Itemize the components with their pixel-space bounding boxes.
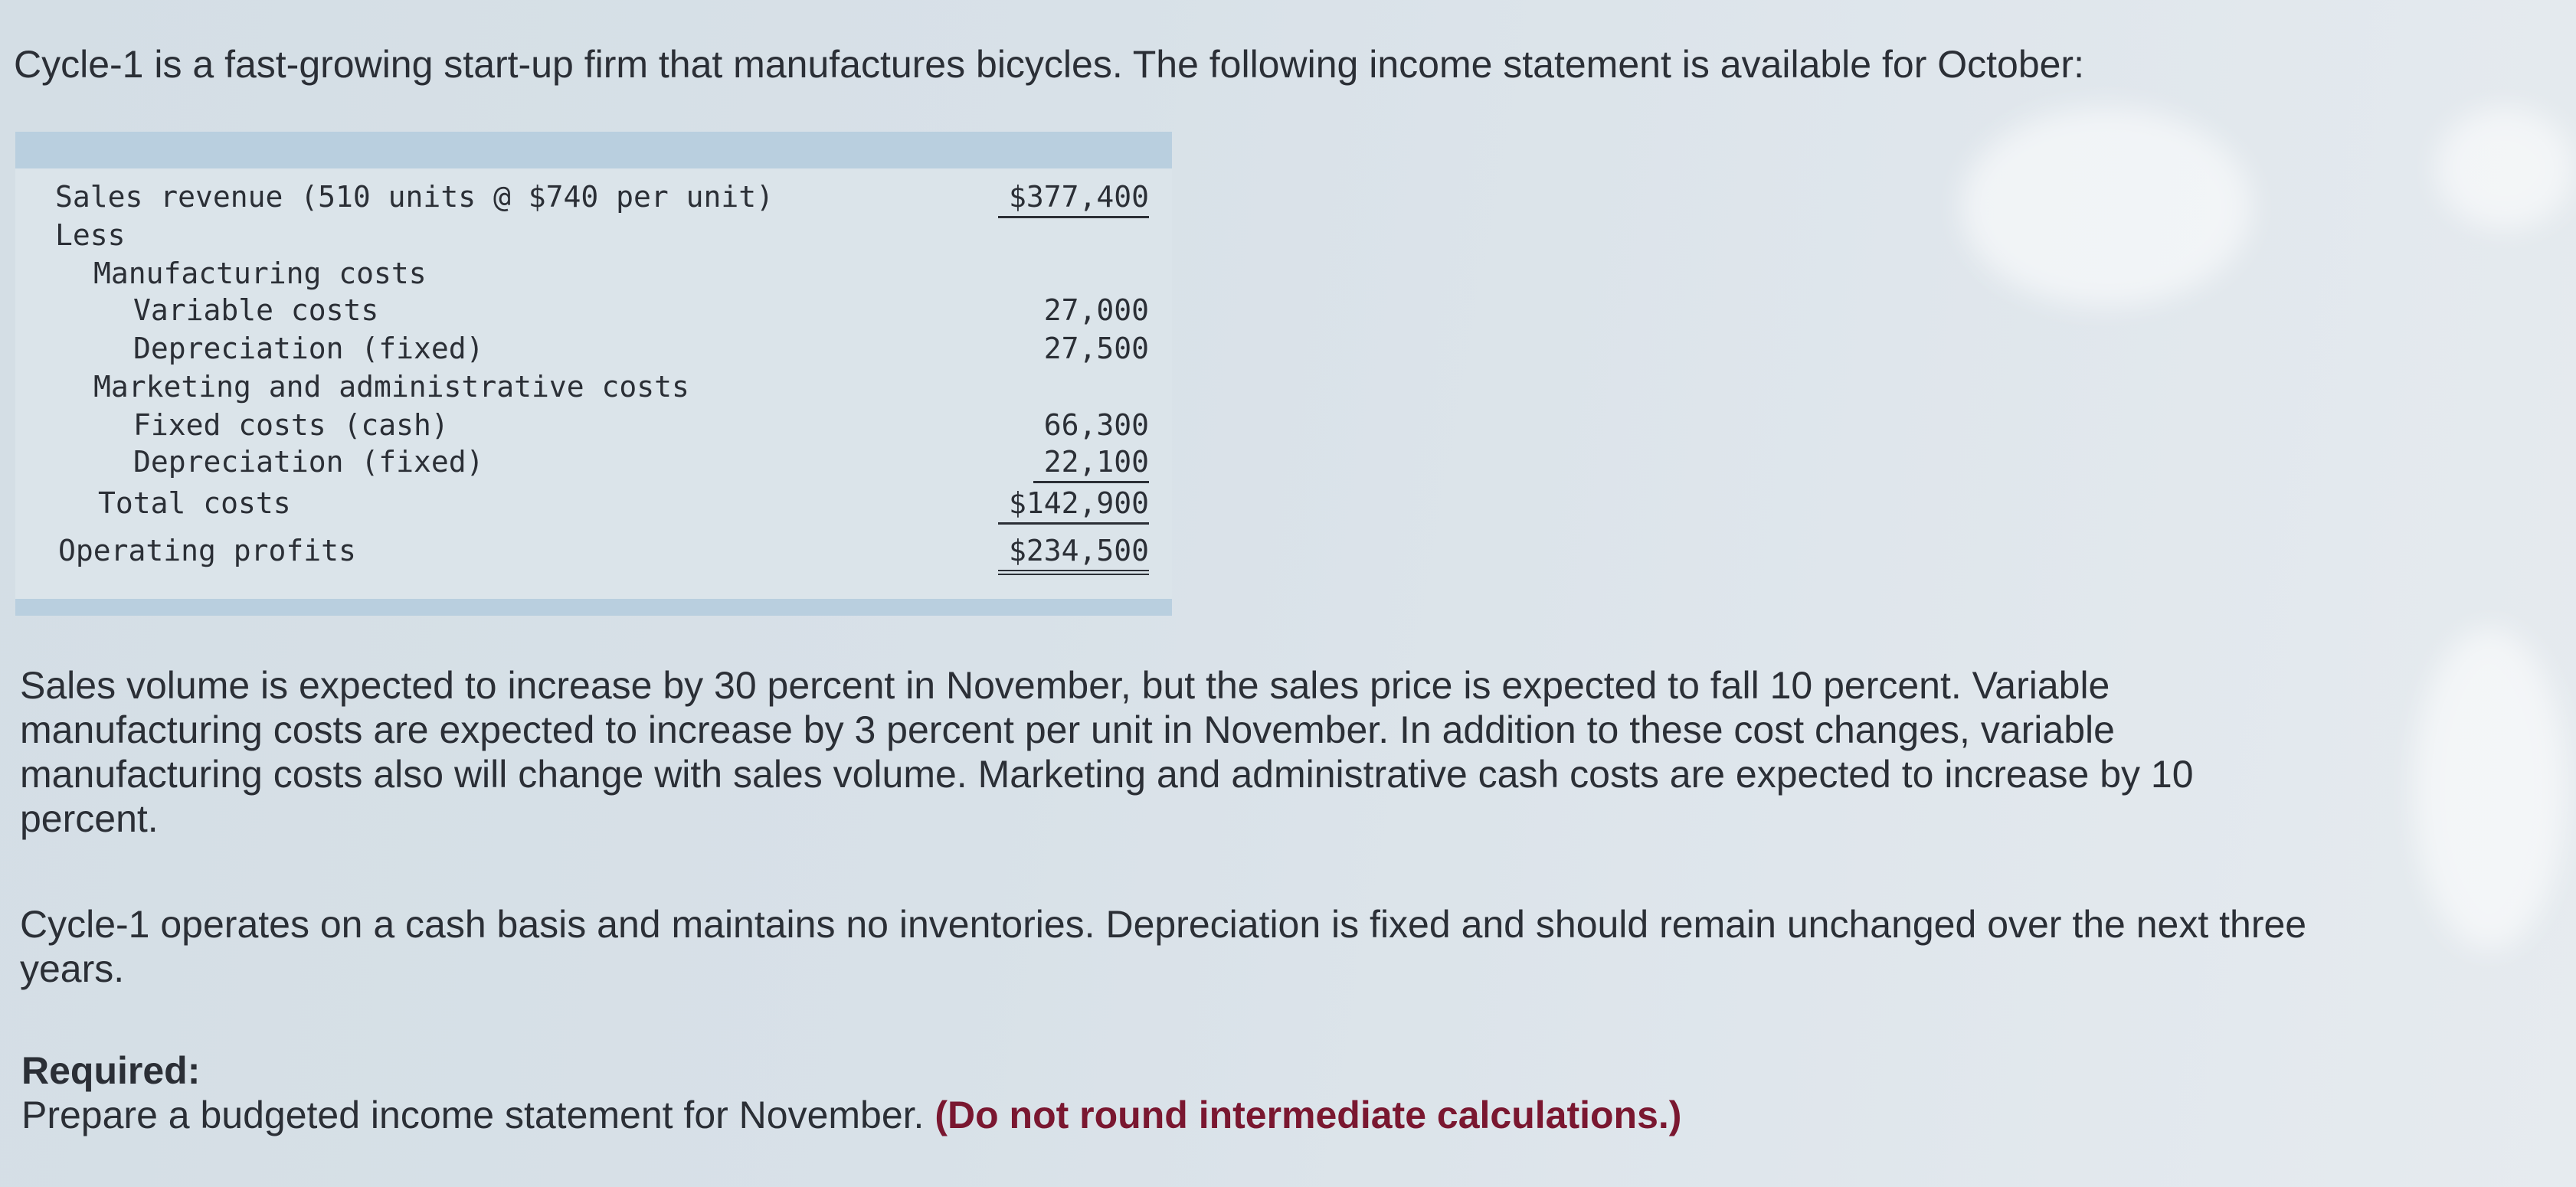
row-amount: $142,900 xyxy=(998,484,1149,525)
row-label: Variable costs xyxy=(133,293,379,327)
row-amount: 66,300 xyxy=(1043,408,1149,442)
row-amount: $234,500 xyxy=(998,531,1149,575)
row-amount: 27,000 xyxy=(1043,293,1149,327)
glare-spot xyxy=(1961,107,2252,306)
row-total-costs xyxy=(15,484,1172,522)
row-variable-costs xyxy=(15,291,1172,329)
row-label: Less xyxy=(55,218,126,252)
rounding-note: (Do not round intermediate calculations.) xyxy=(934,1094,1682,1136)
statement-bottom-band xyxy=(15,599,1172,616)
assumptions-paragraph xyxy=(20,663,2318,841)
required-instruction xyxy=(21,1092,1681,1138)
row-marketing-admin-costs xyxy=(15,368,1172,406)
glare-spot xyxy=(2436,107,2574,230)
row-fixed-costs-cash xyxy=(15,406,1172,444)
paragraph-line: years. xyxy=(20,947,125,990)
row-label: Fixed costs (cash) xyxy=(133,408,449,442)
row-label: Depreciation (fixed) xyxy=(133,332,484,365)
paragraph-line: Cycle-1 operates on a cash basis and maintains no inventories. Depreciation is fixed and should remain unchanged over the next three xyxy=(20,903,2307,946)
statement-top-band xyxy=(15,132,1172,168)
row-amount: 27,500 xyxy=(1043,332,1149,365)
row-operating-profits xyxy=(15,531,1172,570)
row-less xyxy=(15,216,1172,254)
row-label: Sales revenue (510 units @ $740 per unit) xyxy=(55,180,774,214)
paragraph-line: percent. xyxy=(20,797,159,840)
row-amount: 22,100 xyxy=(1033,443,1149,483)
row-label: Depreciation (fixed) xyxy=(133,445,484,479)
row-label: Manufacturing costs xyxy=(93,257,427,290)
glare-spot xyxy=(2413,628,2566,950)
row-amount: $377,400 xyxy=(998,178,1149,218)
row-marketing-depreciation xyxy=(15,443,1172,481)
operations-paragraph xyxy=(20,902,2318,991)
paragraph-line: Sales volume is expected to increase by 30 percent in November, but the sales price is expected to fall 10 percent. Variable xyxy=(20,664,2110,707)
row-label: Marketing and administrative costs xyxy=(93,370,689,404)
intro-text: Cycle-1 is a fast-growing start-up firm that manufactures bicycles. The following income statement is available for October: xyxy=(14,43,2084,86)
paragraph-line: manufacturing costs are expected to increase by 3 percent per unit in November. In addition to these cost changes, variable xyxy=(20,708,2115,751)
row-manufacturing-costs xyxy=(15,254,1172,293)
row-label: Total costs xyxy=(98,486,291,520)
paragraph-line: manufacturing costs also will change with sales volume. Marketing and administrative cash costs are expected to increase by 10 xyxy=(20,753,2194,796)
required-text: Prepare a budgeted income statement for November. xyxy=(21,1094,925,1136)
row-manufacturing-depreciation xyxy=(15,329,1172,368)
required-heading: Required: xyxy=(21,1049,201,1092)
row-sales-revenue xyxy=(15,178,1172,216)
income-statement xyxy=(15,132,1172,616)
row-label: Operating profits xyxy=(58,534,356,567)
